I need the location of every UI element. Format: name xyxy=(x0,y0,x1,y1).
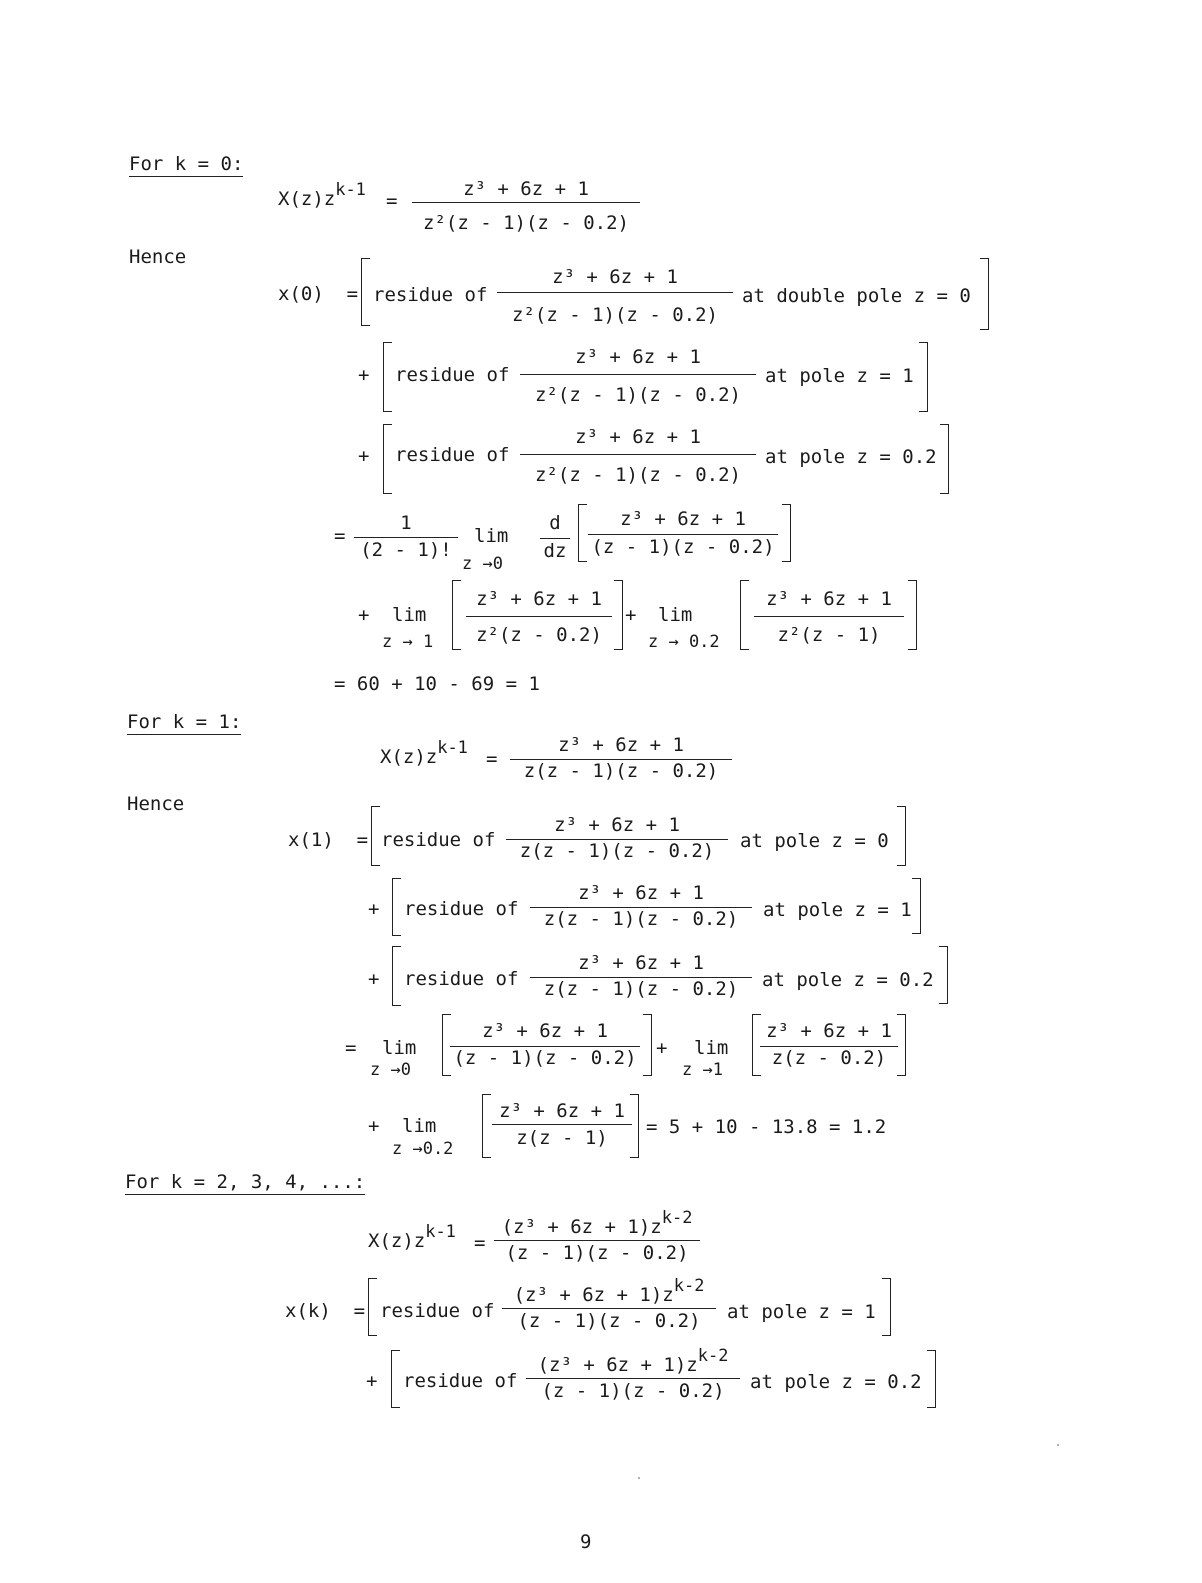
limit-subscript: z →0 xyxy=(370,1060,411,1080)
right-bracket xyxy=(897,806,906,866)
xk-label: x(k) = xyxy=(285,1300,366,1322)
fraction-bar xyxy=(526,1378,740,1379)
left-bracket xyxy=(482,1094,491,1158)
left-bracket xyxy=(361,258,370,326)
left-bracket xyxy=(578,504,587,562)
fraction-bar xyxy=(540,538,570,539)
pole-location: at pole z = 0.2 xyxy=(762,969,934,991)
fraction-k1 xyxy=(510,730,732,786)
lhs-exponent: k-1 xyxy=(335,180,366,200)
residue-fraction xyxy=(520,422,756,490)
numerator: z³ + 6z + 1 xyxy=(554,814,680,836)
numerator-exponent: k-2 xyxy=(697,1346,729,1366)
numerator: z³ + 6z + 1 xyxy=(552,266,678,288)
numerator-base: (z³ + 6z + 1)z xyxy=(501,1216,662,1238)
right-bracket xyxy=(927,1350,936,1408)
fraction-bar xyxy=(412,202,640,203)
denominator: dz xyxy=(543,540,567,562)
numerator: z³ + 6z + 1 xyxy=(575,346,701,368)
limit-label: lim xyxy=(402,1115,437,1137)
limit-subscript: z →0 xyxy=(462,554,503,574)
result-k0: = 60 + 10 - 69 = 1 xyxy=(334,673,540,695)
numerator: z³ + 6z + 1 xyxy=(499,1100,625,1122)
numerator-base: (z³ + 6z + 1)z xyxy=(513,1284,674,1306)
right-bracket xyxy=(643,1014,652,1076)
left-bracket xyxy=(392,878,401,936)
right-bracket xyxy=(919,342,928,412)
fraction-bar xyxy=(354,537,458,538)
lhs-base: X(z)z xyxy=(380,746,438,768)
fraction-kn xyxy=(494,1208,700,1268)
limit-label: lim xyxy=(694,1037,729,1059)
scan-speck xyxy=(638,1477,640,1479)
limit-fraction xyxy=(466,584,612,650)
limit-label: lim xyxy=(382,1037,417,1059)
left-bracket xyxy=(383,424,392,494)
lhs-exponent: k-1 xyxy=(437,738,468,758)
residue-fraction xyxy=(530,948,752,1004)
lhs-base: X(z)z xyxy=(278,188,336,210)
limit-subscript: z →1 xyxy=(682,1060,723,1080)
numerator: z³ + 6z + 1 xyxy=(578,882,704,904)
lhs-base: X(z)z xyxy=(368,1230,426,1252)
denominator: (z - 1)(z - 0.2) xyxy=(591,536,775,558)
left-bracket xyxy=(391,1350,400,1408)
right-bracket xyxy=(882,1278,891,1336)
numerator xyxy=(494,1208,700,1238)
right-bracket xyxy=(908,580,917,650)
denominator: z(z - 1) xyxy=(516,1127,608,1149)
denominator: z²(z - 1)(z - 0.2) xyxy=(535,464,741,486)
right-bracket xyxy=(630,1094,639,1158)
denominator: z²(z - 1) xyxy=(777,624,881,646)
pole-location: at pole z = 0.2 xyxy=(765,446,937,468)
fraction-bar xyxy=(492,1124,632,1125)
right-bracket xyxy=(912,878,921,934)
page-number: 9 xyxy=(580,1531,592,1553)
limit-fraction xyxy=(492,1094,632,1150)
limit-label: lim xyxy=(658,604,693,626)
lhs-kn xyxy=(368,1222,456,1252)
pole-location: at pole z = 0 xyxy=(740,830,889,852)
plus-sign: + xyxy=(368,968,380,990)
left-bracket xyxy=(371,806,380,866)
plus-sign: + xyxy=(358,364,370,386)
fraction-bar xyxy=(502,1308,716,1309)
denominator: (z - 1)(z - 0.2) xyxy=(517,1310,701,1332)
limit-subscript: z →0.2 xyxy=(392,1139,454,1159)
limit-fraction xyxy=(760,1016,898,1072)
numerator xyxy=(502,1276,716,1306)
numerator: z³ + 6z + 1 xyxy=(482,1020,608,1042)
right-bracket xyxy=(897,1014,906,1076)
denominator: z(z - 1)(z - 0.2) xyxy=(519,840,715,862)
lhs-exponent: k-1 xyxy=(425,1222,456,1242)
equals-sign: = xyxy=(386,190,398,212)
pole-location: at pole z = 0.2 xyxy=(750,1371,922,1393)
residue-of-label: residue of xyxy=(380,1300,495,1322)
numerator: z³ + 6z + 1 xyxy=(578,952,704,974)
fraction-bar xyxy=(520,454,756,455)
hence-k1: Hence xyxy=(127,793,185,815)
numerator-exponent: k-2 xyxy=(661,1208,693,1228)
residue-fraction xyxy=(497,262,733,330)
right-bracket xyxy=(940,424,949,494)
denominator: z(z - 1)(z - 0.2) xyxy=(543,978,739,1000)
right-bracket xyxy=(614,580,623,650)
numerator: z³ + 6z + 1 xyxy=(575,426,701,448)
numerator xyxy=(526,1346,740,1376)
denominator: z(z - 1)(z - 0.2) xyxy=(543,908,739,930)
left-bracket xyxy=(383,342,392,412)
residue-fraction xyxy=(526,1346,740,1406)
plus-sign: + xyxy=(368,1115,380,1137)
numerator: z³ + 6z + 1 xyxy=(766,588,892,610)
numerator: z³ + 6z + 1 xyxy=(476,588,602,610)
right-bracket xyxy=(782,504,791,562)
equals-sign: = xyxy=(334,525,346,547)
x1-label: x(1) = xyxy=(288,829,369,851)
right-bracket xyxy=(980,258,989,330)
numerator: z³ + 6z + 1 xyxy=(620,508,746,530)
plus-sign: + xyxy=(358,604,370,626)
lhs-k1 xyxy=(380,738,468,768)
limit-fraction xyxy=(754,584,904,650)
fraction-k0 xyxy=(412,176,640,240)
residue-of-label: residue of xyxy=(381,829,496,851)
equals-sign: = xyxy=(474,1232,486,1254)
derivative-operator xyxy=(540,512,570,562)
pole-location: at pole z = 1 xyxy=(727,1301,876,1323)
residue-of-label: residue of xyxy=(404,968,519,990)
limit-label: lim xyxy=(392,604,427,626)
denominator: z(z - 1)(z - 0.2) xyxy=(523,760,719,782)
plus-sign: + xyxy=(656,1037,668,1059)
denominator: (z - 1)(z - 0.2) xyxy=(453,1047,637,1069)
left-bracket xyxy=(452,580,461,650)
fraction-bar xyxy=(754,616,904,617)
equals-sign: = xyxy=(345,1037,357,1059)
residue-of-label: residue of xyxy=(395,444,510,466)
denominator: (z - 1)(z - 0.2) xyxy=(541,1380,725,1402)
limit-label: lim xyxy=(474,525,509,547)
plus-sign: + xyxy=(358,445,370,467)
pole-location: at pole z = 1 xyxy=(763,899,912,921)
factorial-fraction xyxy=(354,510,458,570)
heading-k0: For k = 0: xyxy=(129,153,244,175)
plus-sign: + xyxy=(366,1370,378,1392)
fraction-bar xyxy=(520,374,756,375)
residue-fraction xyxy=(506,810,728,866)
numerator-base: (z³ + 6z + 1)z xyxy=(537,1354,698,1376)
numerator: d xyxy=(549,512,561,534)
pole-location: at double pole z = 0 xyxy=(742,285,971,307)
residue-of-label: residue of xyxy=(404,898,519,920)
residue-fraction xyxy=(520,342,756,410)
residue-of-label: residue of xyxy=(403,1370,518,1392)
limit-subscript: z → 1 xyxy=(382,632,434,652)
numerator-exponent: k-2 xyxy=(673,1276,705,1296)
heading-kn: For k = 2, 3, 4, ...: xyxy=(125,1171,366,1193)
denominator: (z - 1)(z - 0.2) xyxy=(505,1242,689,1264)
denominator: z²(z - 1)(z - 0.2) xyxy=(512,304,718,326)
plus-sign: + xyxy=(368,898,380,920)
limit-fraction xyxy=(450,1016,640,1072)
numerator: z³ + 6z + 1 xyxy=(766,1020,892,1042)
numerator: 1 xyxy=(400,512,412,534)
heading-k1: For k = 1: xyxy=(127,711,242,733)
lhs-k0 xyxy=(278,180,366,210)
denominator: (2 - 1)! xyxy=(360,539,452,561)
residue-fraction xyxy=(530,878,752,934)
hence-k0: Hence xyxy=(129,246,187,268)
inner-fraction xyxy=(588,506,778,560)
equals-sign: = xyxy=(486,748,498,770)
left-bracket xyxy=(368,1278,377,1336)
denominator: z²(z - 1)(z - 0.2) xyxy=(423,212,629,234)
fraction-bar xyxy=(497,292,733,293)
denominator: z²(z - 1)(z - 0.2) xyxy=(535,384,741,406)
fraction-bar xyxy=(588,534,778,535)
left-bracket xyxy=(740,580,749,650)
denominator: z²(z - 0.2) xyxy=(476,624,602,646)
numerator: z³ + 6z + 1 xyxy=(463,178,589,200)
pole-location: at pole z = 1 xyxy=(765,365,914,387)
left-bracket xyxy=(392,946,401,1006)
residue-of-label: residue of xyxy=(373,284,488,306)
fraction-bar xyxy=(494,1240,700,1241)
numerator: z³ + 6z + 1 xyxy=(558,734,684,756)
x0-label: x(0) = xyxy=(278,283,359,305)
scan-speck xyxy=(1057,1444,1059,1446)
right-bracket xyxy=(939,946,948,1004)
residue-of-label: residue of xyxy=(395,364,510,386)
residue-fraction xyxy=(502,1276,716,1336)
denominator: z(z - 0.2) xyxy=(771,1047,887,1069)
result-k1: = 5 + 10 - 13.8 = 1.2 xyxy=(646,1116,887,1138)
plus-sign: + xyxy=(625,604,637,626)
fraction-bar xyxy=(466,616,612,617)
limit-subscript: z → 0.2 xyxy=(648,632,720,652)
